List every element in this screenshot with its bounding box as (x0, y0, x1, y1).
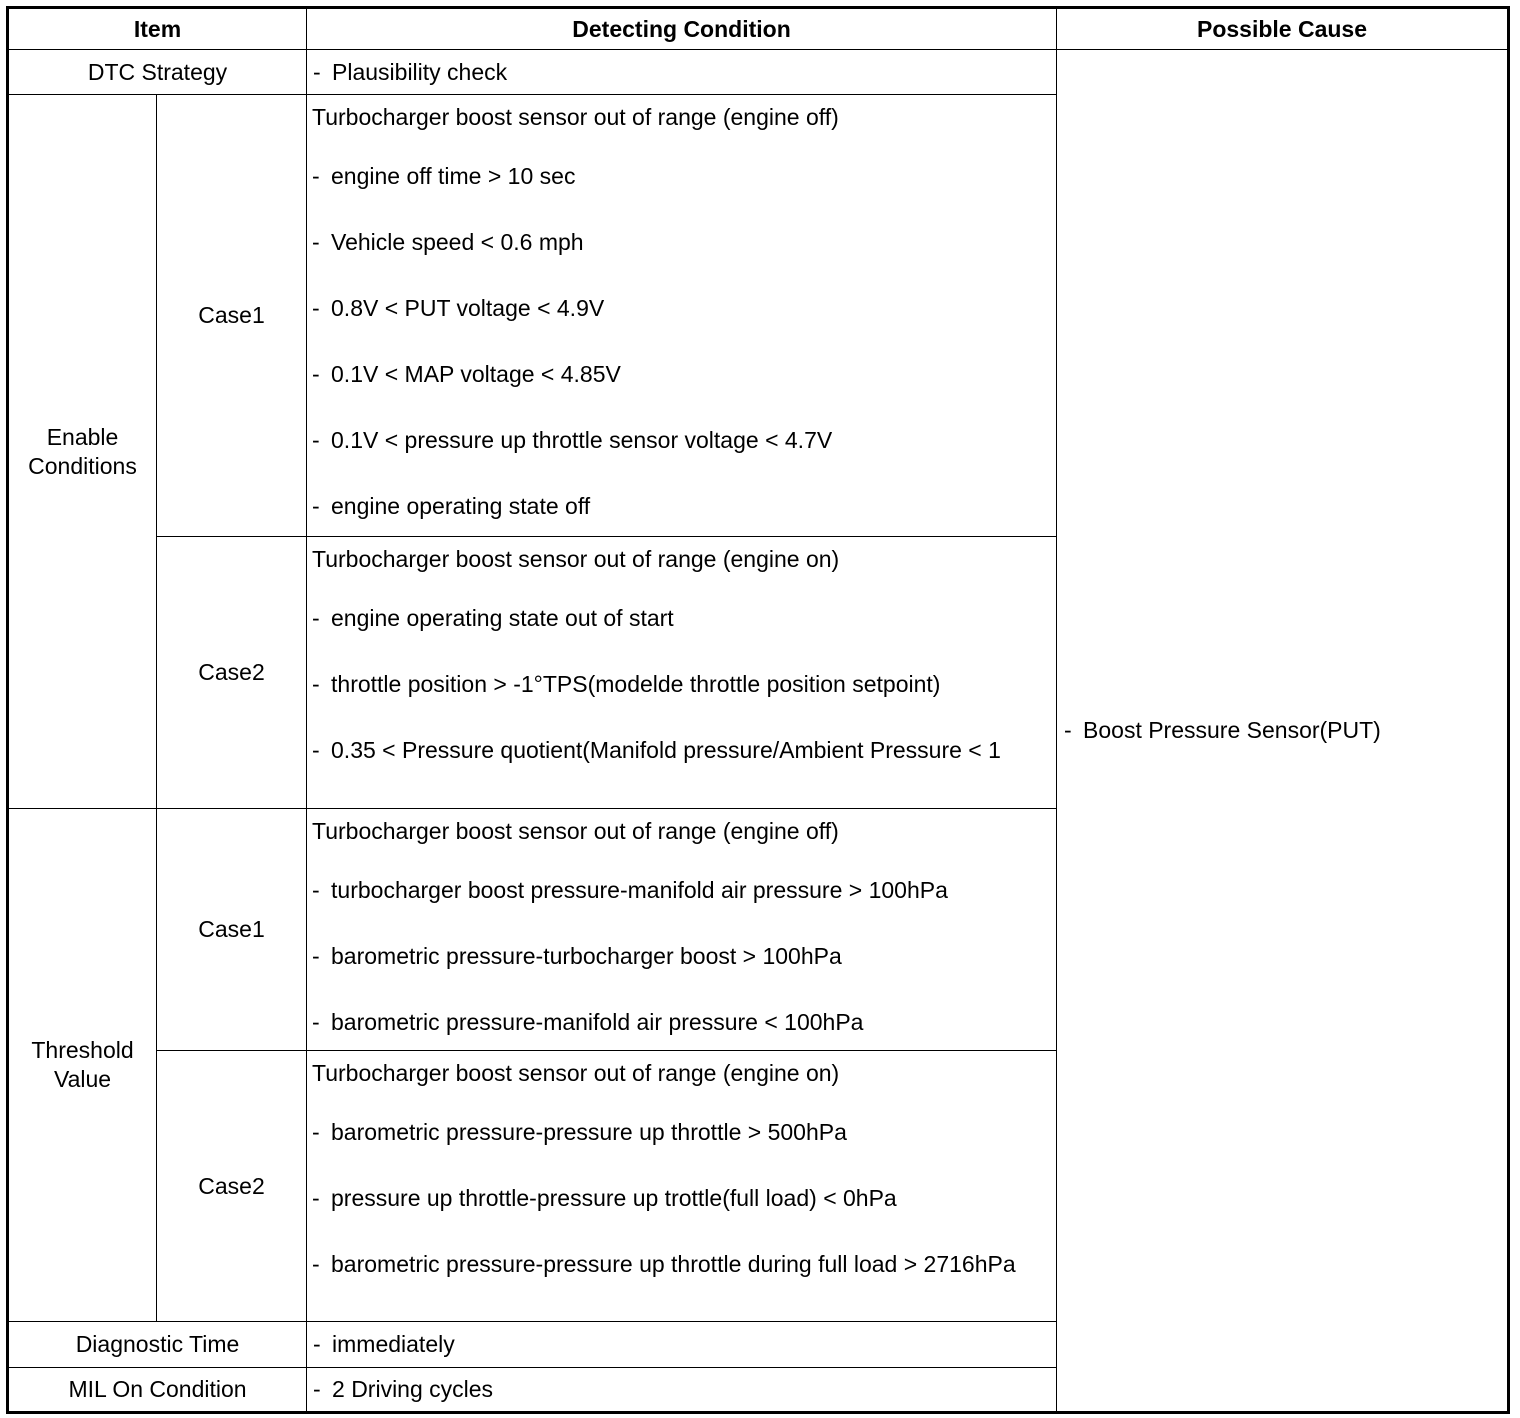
threshold-case1-conditions (307, 809, 1057, 1051)
header-item: Item (8, 8, 307, 50)
list-item: - 0.8V < PUT voltage < 4.9V (312, 295, 605, 321)
enable-conditions-label: Enable Conditions (8, 95, 157, 809)
list-item: - 0.35 < Pressure quotient(Manifold pressure/Ambient Pressure < 1 (312, 737, 1001, 763)
enable-case2-title: Turbocharger boost sensor out of range (engine on) (312, 546, 840, 572)
possible-cause-value: Boost Pressure Sensor(PUT) (1083, 717, 1381, 743)
diagnostic-time-value: - immediately (307, 1322, 1057, 1368)
threshold-value-label: Threshold Value (8, 809, 157, 1322)
list-item: - engine operating state out of start (312, 605, 674, 631)
list-item: - engine off time > 10 sec (312, 163, 576, 189)
list-item: - throttle position > -1°TPS(modelde throttle position setpoint) (312, 671, 941, 697)
possible-cause-cell: - Boost Pressure Sensor(PUT) (1057, 50, 1509, 1413)
threshold-case2-title: Turbocharger boost sensor out of range (engine on) (312, 1060, 840, 1086)
list-item: - 0.1V < pressure up throttle sensor voltage < 4.7V (312, 427, 833, 453)
dtc-table (6, 6, 1510, 1414)
list-item: - barometric pressure-pressure up throttle > 500hPa (312, 1119, 847, 1145)
list-item: - turbocharger boost pressure-manifold air pressure > 100hPa (312, 877, 948, 903)
threshold-case2-conditions (307, 1051, 1057, 1322)
enable-case1-label: Case1 (157, 95, 307, 537)
mil-on-condition-label: MIL On Condition (8, 1368, 307, 1413)
threshold-case2-label: Case2 (157, 1051, 307, 1322)
enable-case2-conditions (307, 537, 1057, 809)
list-item: - Vehicle speed < 0.6 mph (312, 229, 584, 255)
diagnostic-time-label: Diagnostic Time (8, 1322, 307, 1368)
list-item: - pressure up throttle-pressure up trottle(full load) < 0hPa (312, 1185, 897, 1211)
header-row (8, 8, 1509, 50)
list-item: - engine operating state off (312, 493, 591, 519)
list-item: - barometric pressure-pressure up throttle during full load > 2716hPa (312, 1251, 1016, 1277)
header-possible-cause: Possible Cause (1057, 8, 1509, 50)
mil-on-condition-value: - 2 Driving cycles (307, 1368, 1057, 1413)
dtc-strategy-label: DTC Strategy (8, 50, 307, 95)
dtc-strategy-value: - Plausibility check (307, 50, 1057, 95)
header-detecting-condition: Detecting Condition (307, 8, 1057, 50)
enable-case1-conditions (307, 95, 1057, 537)
row-dtc-strategy (8, 50, 1509, 95)
list-item: - barometric pressure-turbocharger boost > 100hPa (312, 943, 842, 969)
list-item: - barometric pressure-manifold air pressure < 100hPa (312, 1009, 864, 1035)
list-item: - 0.1V < MAP voltage < 4.85V (312, 361, 621, 387)
threshold-case1-label: Case1 (157, 809, 307, 1051)
threshold-case1-title: Turbocharger boost sensor out of range (engine off) (312, 818, 839, 844)
enable-case2-label: Case2 (157, 537, 307, 809)
enable-case1-title: Turbocharger boost sensor out of range (engine off) (312, 104, 839, 130)
